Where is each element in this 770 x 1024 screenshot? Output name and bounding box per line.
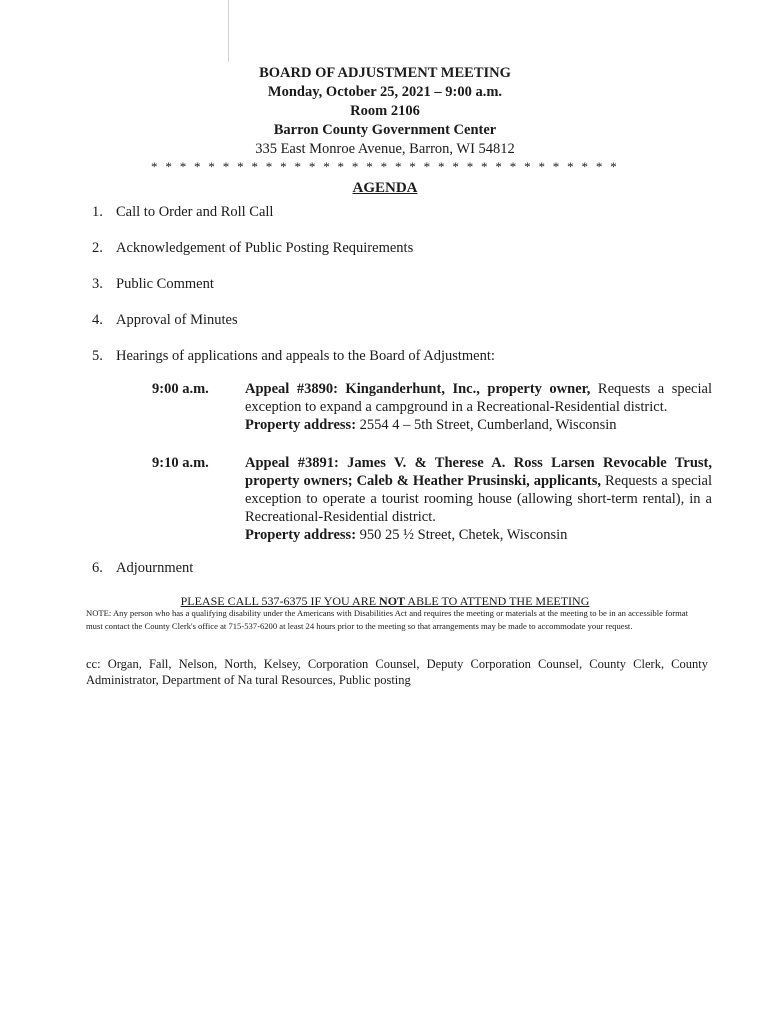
- meeting-title: BOARD OF ADJUSTMENT MEETING: [259, 65, 511, 81]
- property-address-label: Property address:: [245, 527, 357, 543]
- appeal-request: Requests a special exception to operate a tourist rooming house (allowing short-term rental), in a Recreational-Residential district.: [245, 473, 712, 525]
- property-address: 2554 4 – 5th Street, Cumberland, Wisconsin: [356, 417, 617, 433]
- agenda-item-3: [92, 275, 214, 293]
- item-text: Adjournment: [116, 560, 194, 576]
- appeal-3890: [152, 380, 712, 434]
- item-text: Acknowledgement of Public Posting Requirements: [116, 240, 414, 256]
- meeting-address: 335 East Monroe Avenue, Barron, WI 54812: [255, 141, 515, 157]
- document-header: [0, 64, 770, 198]
- item-number: 5.: [92, 348, 103, 364]
- appeal-3891: [152, 454, 712, 544]
- attendance-notice-before: PLEASE CALL 537-6375 IF YOU ARE: [180, 594, 380, 608]
- agenda-heading: AGENDA: [352, 180, 418, 196]
- appeal-body: [245, 454, 712, 544]
- item-text: Public Comment: [116, 276, 214, 292]
- item-number: 1.: [92, 204, 103, 220]
- appeal-title: Appeal #3890: Kinganderhunt, Inc., property owner,: [245, 381, 591, 397]
- attendance-notice-after: ABLE TO ATTEND THE MEETING: [405, 594, 590, 608]
- meeting-room: Room 2106: [350, 103, 420, 119]
- scan-artifact-line: [228, 0, 229, 62]
- agenda-item-4: [92, 311, 238, 329]
- appeal-time: 9:00 a.m.: [152, 381, 209, 397]
- agenda-item-6: [92, 559, 193, 577]
- appeal-time: 9:10 a.m.: [152, 455, 209, 471]
- accessibility-note: NOTE: Any person who has a qualifying disability under the Americans with Disabilities Act and requires the meeting or materials at the meeting to be in an accessible format must contact the County Clerk's office at 715-537-6200 at least 24 hours prior to the meeting so that arrangements may be made to accommodate your request.: [86, 608, 688, 631]
- item-number: 2.: [92, 240, 103, 256]
- attendance-notice: [0, 594, 770, 608]
- appeal-request: Requests a special exception to expand a campground in a Recreational-Residential district.: [245, 381, 712, 415]
- attendance-notice-emphasis: NOT: [379, 594, 406, 608]
- item-text: Call to Order and Roll Call: [116, 204, 274, 220]
- item-number: 4.: [92, 312, 103, 328]
- agenda-item-2: [92, 239, 413, 257]
- appeal-body: [245, 380, 712, 434]
- star-divider: * * * * * * * * * * * * * * * * * * * * * * * * * * * * * * * * *: [151, 159, 619, 174]
- appeal-title: Appeal #3891: James V. & Therese A. Ross Larsen Revocable Trust, property owners; Caleb & Heather Prusinski, applicants,: [245, 455, 712, 489]
- property-address-label: Property address:: [245, 417, 357, 433]
- meeting-datetime: Monday, October 25, 2021 – 9:00 a.m.: [267, 84, 503, 100]
- meeting-venue: Barron County Government Center: [273, 122, 497, 138]
- item-number: 3.: [92, 276, 103, 292]
- cc-list: cc: Organ, Fall, Nelson, North, Kelsey, Corporation Counsel, Deputy Corporation Counsel, County Clerk, County Administrator, Department of Na tural Resources, Public posting: [86, 657, 708, 687]
- item-text: Hearings of applications and appeals to the Board of Adjustment:: [116, 348, 495, 364]
- property-address: 950 25 ½ Street, Chetek, Wisconsin: [356, 527, 568, 543]
- agenda-item-5: [92, 347, 495, 365]
- agenda-item-1: [92, 203, 273, 221]
- item-text: Approval of Minutes: [116, 312, 238, 328]
- item-number: 6.: [92, 560, 103, 576]
